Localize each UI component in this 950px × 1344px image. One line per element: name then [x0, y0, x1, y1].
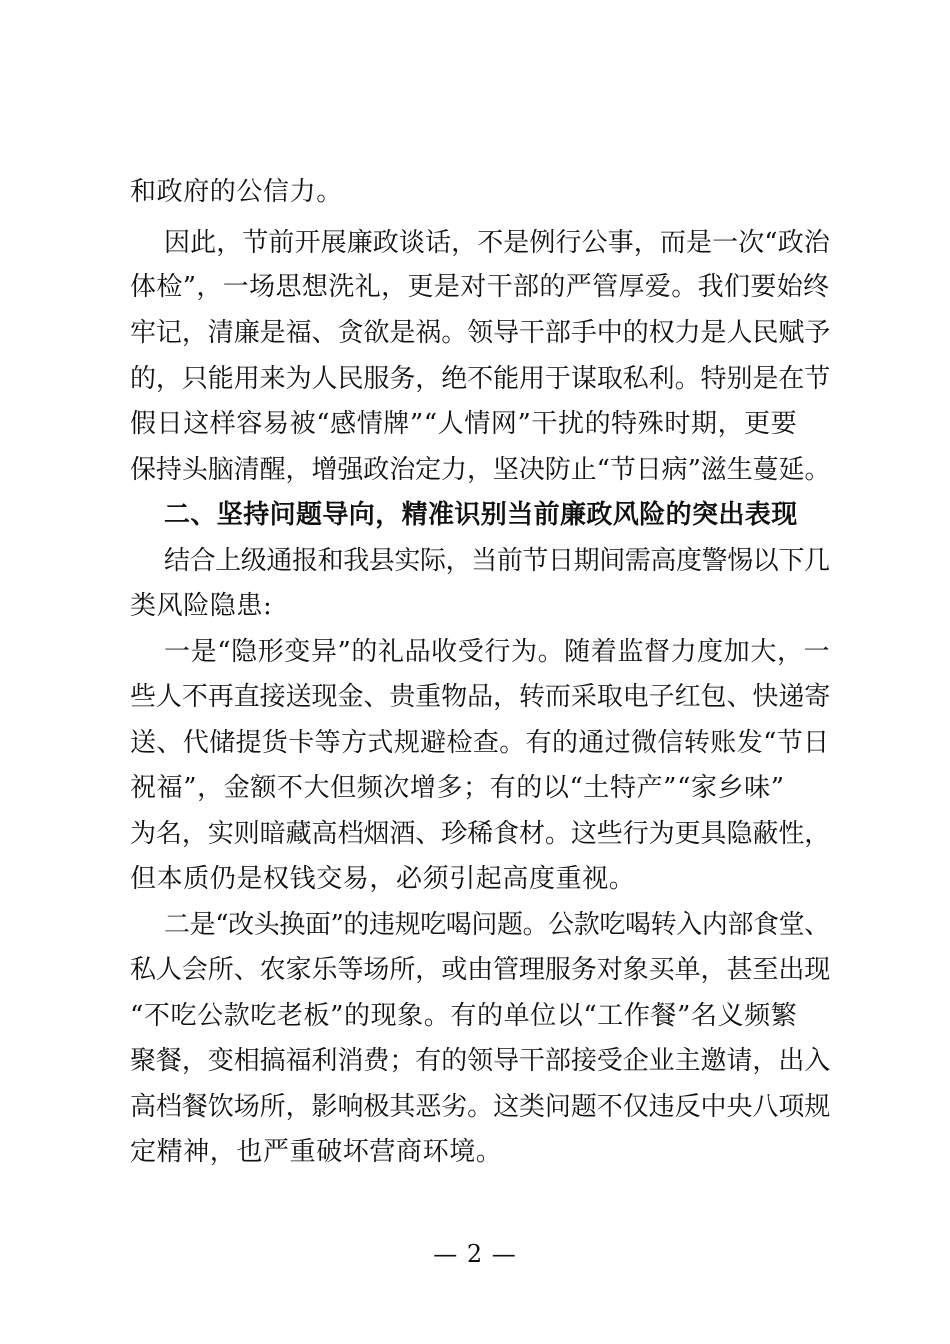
text-line: 些人不再直接送现金、贵重物品，转而采取电子红包、快递寄: [130, 682, 831, 712]
text-line: 的，只能用来为人民服务，绝不能用于谋取私利。特别是在节: [130, 364, 831, 394]
text-line: 因此，节前开展廉政谈话，不是例行公事，而是一次“政治: [164, 228, 830, 258]
text-line: “不吃公款吃老板”的现象。有的单位以“工作餐”名义频繁: [130, 1001, 798, 1031]
text-line: 聚餐，变相搞福利消费；有的领导干部接受企业主邀请，出入: [130, 1046, 831, 1076]
text-line: 一是“隐形变异”的礼品收受行为。随着监督力度加大，一: [164, 637, 831, 667]
section-heading: 二、坚持问题导向，精准识别当前廉政风险的突出表现: [164, 500, 798, 530]
page-number: — 2 —: [433, 1240, 517, 1268]
text-line: 为名，实则暗藏高档烟酒、珍稀食材。这些行为更具隐蔽性，: [130, 819, 831, 849]
text-line: 高档餐饮场所，影响极其恶劣。这类问题不仅违反中央八项规: [130, 1092, 831, 1122]
text-line: 祝福”，金额不大但频次增多；有的以“土特产”“家乡味”: [130, 773, 785, 803]
text-line: 假日这样容易被“感情牌”“人情网”干扰的特殊时期，更要: [130, 409, 798, 439]
text-line: 结合上级通报和我县实际，当前节日期间需高度警惕以下几: [164, 546, 830, 576]
text-line: 体检”，一场思想洗礼，更是对干部的严管厚爱。我们要始终: [130, 272, 830, 302]
text-line: 和政府的公信力。: [130, 177, 343, 207]
text-line: 保持头脑清醒，增强政治定力，坚决防止“节日病”滋生蔓延。: [130, 455, 831, 485]
text-line: 二是“改头换面”的违规吃喝问题。公款吃喝转入内部食堂、: [164, 910, 830, 940]
text-line: 类风险隐患:: [130, 591, 273, 621]
text-line: 送、代储提货卡等方式规避检查。有的通过微信转账发“节日: [130, 728, 830, 758]
text-line: 定精神，也严重破坏营商环境。: [130, 1137, 503, 1167]
text-line: 牢记，清廉是福、贪欲是祸。领导干部手中的权力是人民赋予: [130, 318, 831, 348]
text-line: 但本质仍是权钱交易，必须引起高度重视。: [130, 864, 636, 894]
text-line: 私人会所、农家乐等场所，或由管理服务对象买单，甚至出现: [130, 955, 831, 985]
